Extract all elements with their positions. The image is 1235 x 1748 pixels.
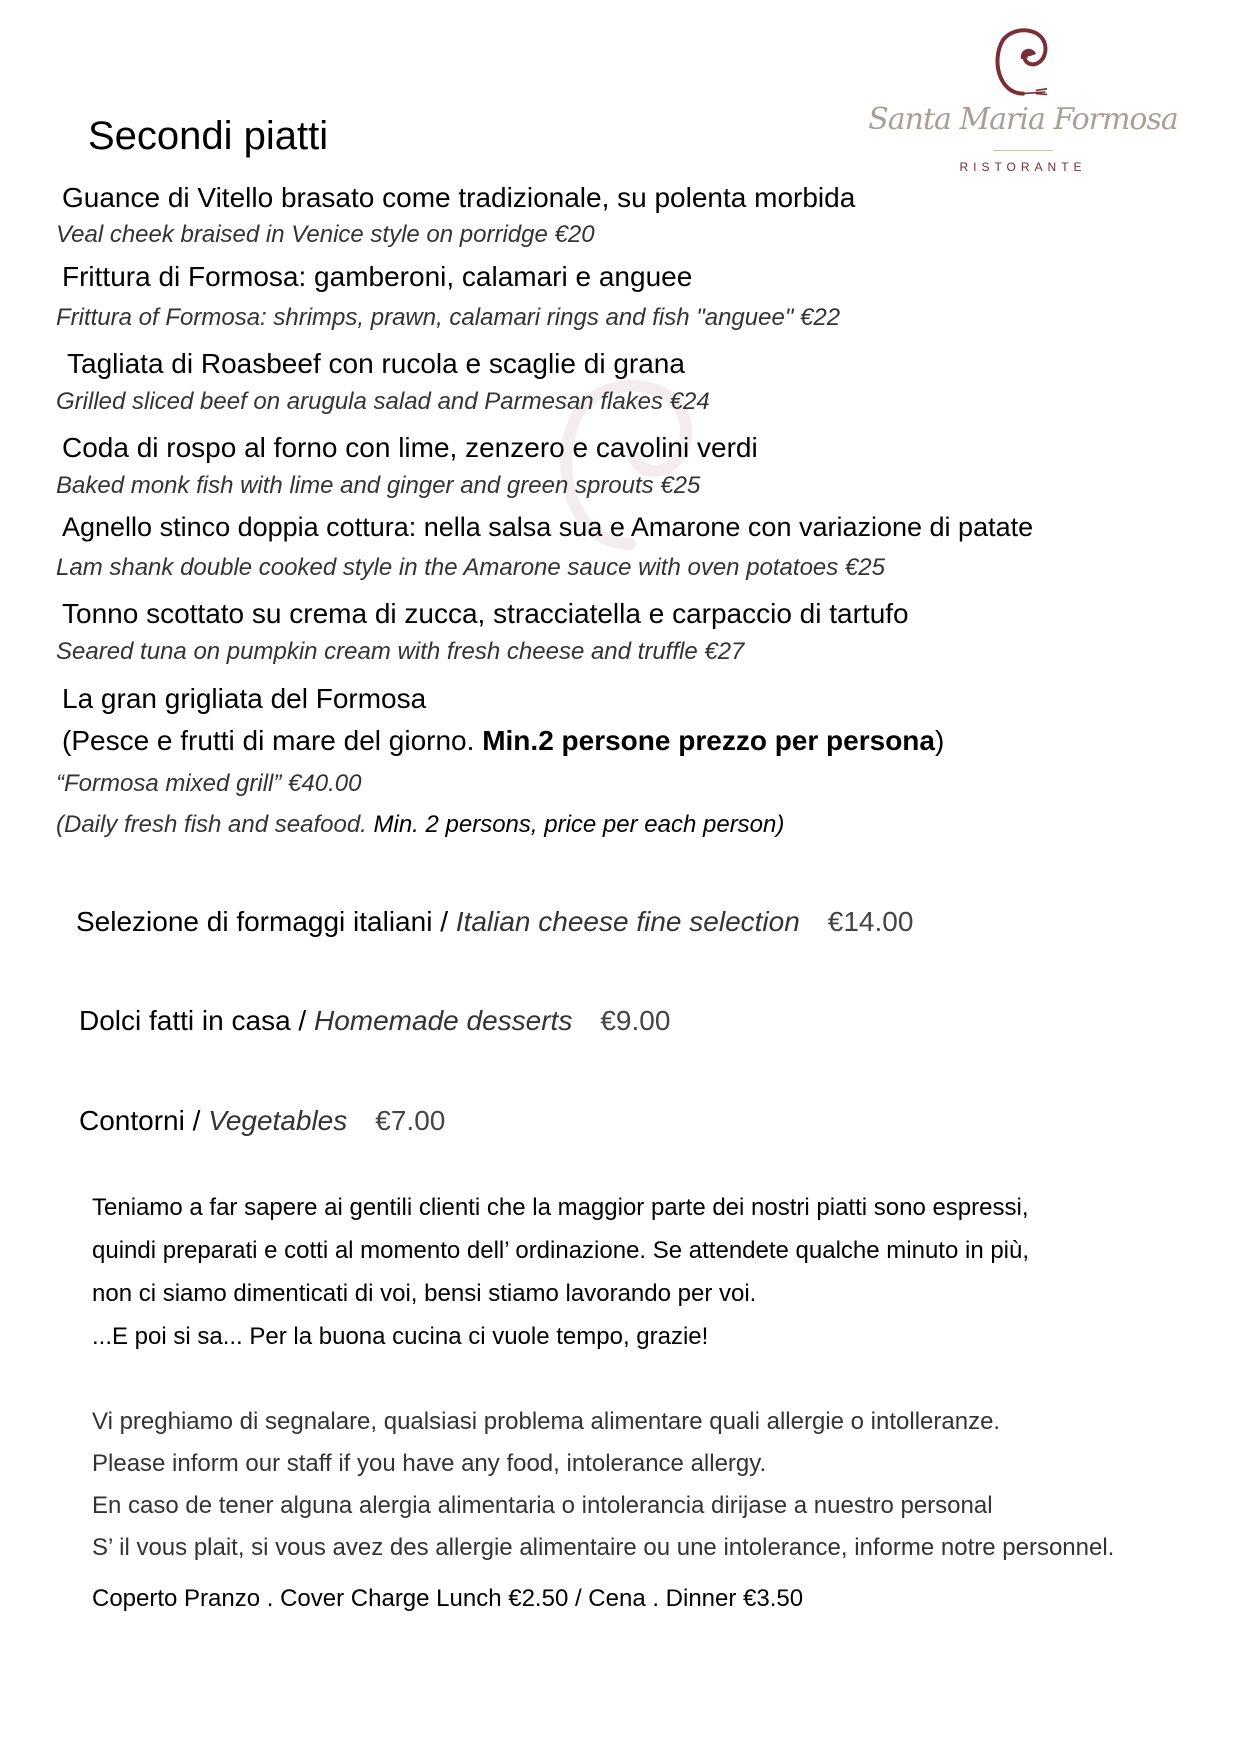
dish-title: Agnello stinco doppia cottura: nella salsa sua e Amarone con variazione di patate — [62, 512, 1034, 542]
logo-name: Santa Maria Formosa — [868, 102, 1178, 137]
section-it: Dolci fatti in casa — [79, 1005, 291, 1036]
notice-line: non ci siamo dimenticati di voi, bensi stiamo lavorando per voi. — [92, 1280, 757, 1307]
grill-desc-bold: Min.2 persone prezzo per persona — [482, 725, 935, 756]
section-vegetables — [79, 1107, 445, 1135]
section-sep: / — [184, 1105, 209, 1136]
page-title: Secondi piatti — [88, 114, 329, 158]
notice-line: quindi preparati e cotti al momento dell’ ordinazione. Se attendete qualche minuto in più, — [92, 1237, 1030, 1264]
dish-description: Veal cheek braised in Venice style on porridge €20 — [56, 221, 595, 248]
dish-title: Frittura di Formosa: gamberoni, calamari e anguee — [62, 261, 693, 292]
section-en: Homemade desserts — [313, 1005, 573, 1036]
cover-charge: Coperto Pranzo . Cover Charge Lunch €2.50 / Cena . Dinner €3.50 — [92, 1585, 804, 1612]
section-cheese — [76, 908, 913, 936]
dish-description: Baked monk fish with lime and ginger and green sprouts €25 — [56, 472, 701, 499]
section-sep: / — [290, 1005, 314, 1036]
section-price: €7.00 — [375, 1105, 446, 1136]
allergy-line: En caso de tener alguna alergia alimentaria o intolerancia dirijase a nuestro personal — [92, 1492, 993, 1519]
logo-divider — [993, 150, 1053, 151]
notice-line: Teniamo a far sapere ai gentili clienti che la maggior parte dei nostri piatti sono espressi, — [92, 1194, 1029, 1221]
grill-desc-end: ) — [934, 725, 945, 756]
section-price: €9.00 — [600, 1005, 671, 1036]
restaurant-logo — [853, 20, 1213, 180]
grill-description — [62, 727, 944, 755]
section-price: €14.00 — [827, 906, 914, 937]
section-it: Selezione di formaggi italiani — [76, 906, 433, 937]
section-en: Italian cheese fine selection — [455, 906, 800, 937]
grill-desc-text: (Pesce e frutti di mare del giorno. — [62, 725, 483, 756]
dish-description: Seared tuna on pumpkin cream with fresh cheese and truffle €27 — [56, 638, 745, 665]
allergy-line: Please inform our staff if you have any food, intolerance allergy. — [92, 1450, 767, 1477]
logo-subtitle: RISTORANTE — [959, 160, 1087, 174]
allergy-line: Vi preghiamo di segnalare, qualsiasi problema alimentare quali allergie o intolleranze. — [92, 1408, 1001, 1435]
grill-title: La gran grigliata del Formosa — [62, 683, 427, 714]
section-sep: / — [432, 906, 456, 937]
allergy-line: S’ il vous plait, si vous avez des allergie alimentaire ou une intolerance, informe notre personnel. — [92, 1534, 1115, 1561]
dish-description: Grilled sliced beef on arugula salad and Parmesan flakes €24 — [56, 388, 710, 415]
dish-title: Tonno scottato su crema di zucca, stracciatella e carpaccio di tartufo — [62, 598, 909, 629]
grill-en-strong: Min. 2 persons, price per each person) — [373, 811, 785, 838]
grill-english-description — [56, 813, 784, 837]
grill-english-name: “Formosa mixed grill” €40.00 — [56, 770, 362, 797]
dish-title: Guance di Vitello brasato come tradizionale, su polenta morbida — [62, 182, 856, 213]
dish-description: Lam shank double cooked style in the Amarone sauce with oven potatoes €25 — [56, 554, 885, 581]
notice-line: ...E poi si sa... Per la buona cucina ci vuole tempo, grazie! — [92, 1323, 709, 1350]
dish-description: Frittura of Formosa: shrimps, prawn, calamari rings and fish "anguee" €22 — [56, 304, 841, 331]
dish-title: Coda di rospo al forno con lime, zenzero e cavolini verdi — [62, 432, 758, 463]
grill-en-text: (Daily fresh fish and seafood. — [56, 811, 374, 838]
spiral-fork-icon — [973, 20, 1073, 100]
section-en: Vegetables — [208, 1105, 348, 1136]
section-it: Contorni — [79, 1105, 185, 1136]
dish-title: Tagliata di Roasbeef con rucola e scaglie di grana — [67, 348, 685, 379]
section-desserts — [79, 1007, 670, 1035]
